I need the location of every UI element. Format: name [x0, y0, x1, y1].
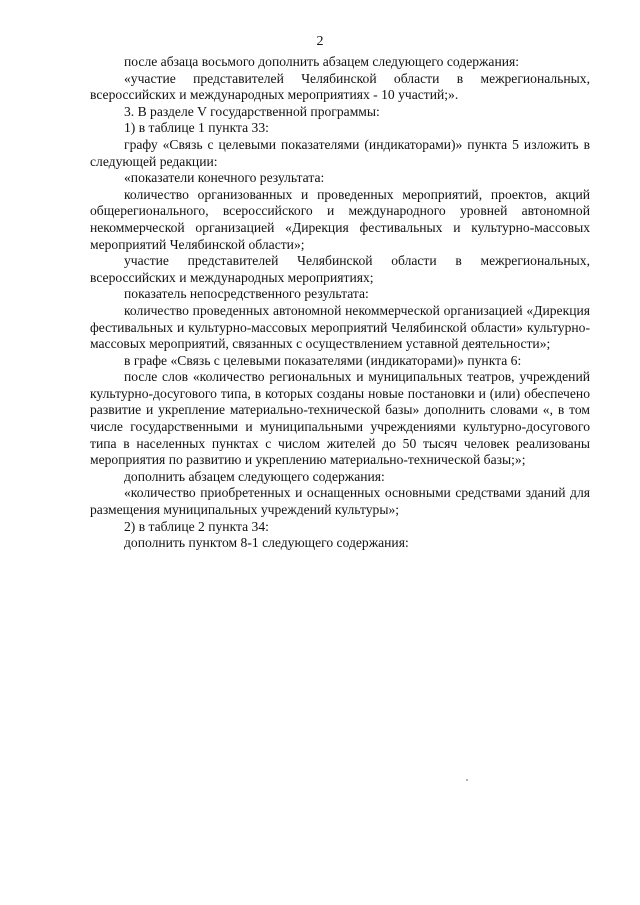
paragraph: показатель непосредственного результата:	[124, 286, 369, 302]
scan-speck	[466, 779, 468, 781]
document-body	[90, 54, 590, 552]
paragraph: 3. В разделе V государственной программы:	[124, 103, 380, 119]
paragraph: количество организованных и проведенных мероприятий, проектов, акций общерегионального, всероссийского и международного уровней автономной некоммерческой организацией «Дирекция фестивальных и культурно-массовых мероприятий Челябинской области»;	[90, 186, 590, 252]
paragraph: количество проведенных автономной некоммерческой организацией «Дирекция фестивальных и культурно-массовых мероприятий Челябинской области» культурно-массовых мероприятий, связанных с осуществлением уставной деятельности»;	[90, 302, 590, 352]
paragraph: «показатели конечного результата:	[124, 170, 325, 186]
paragraph: 1) в таблице 1 пункта 33:	[124, 120, 269, 136]
paragraph: после абзаца восьмого дополнить абзацем следующего содержания:	[124, 54, 520, 69]
paragraph: участие представителей Челябинской области в межрегиональных, всероссийских и международных мероприятиях;	[90, 253, 590, 285]
paragraph: графу «Связь с целевыми показателями (индикаторами)» пункта 5 изложить в следующей редакции:	[90, 136, 590, 169]
page-number: 2	[316, 34, 324, 49]
paragraph: после слов «количество региональных и муниципальных театров, учреждений культурно-досугового типа, в которых созданы новые постановки и (или) обеспечено развитие и укрепление материально-технической базы» дополнить словами «, в том числе государственными и муниципальными учреждениями культурно-досугового типа в населенных пунктах с числом жителей до 50 тысяч человек реализованы мероприятия по развитию и укреплению материально-технической базы;»;	[90, 369, 590, 468]
paragraph: 2) в таблице 2 пункта 34:	[124, 518, 269, 534]
paragraph: в графе «Связь с целевыми показателями (индикаторами)» пункта 6:	[124, 352, 522, 368]
paragraph: дополнить абзацем следующего содержания:	[124, 468, 385, 484]
paragraph: «количество приобретенных и оснащенных основными средствами зданий для размещения муниципальных учреждений культуры»;	[90, 485, 590, 518]
paragraph: «участие представителей Челябинской области в межрегиональных, всероссийских и международных мероприятиях - 10 участий;».	[90, 70, 590, 103]
paragraph: дополнить пунктом 8-1 следующего содержания:	[124, 535, 409, 551]
